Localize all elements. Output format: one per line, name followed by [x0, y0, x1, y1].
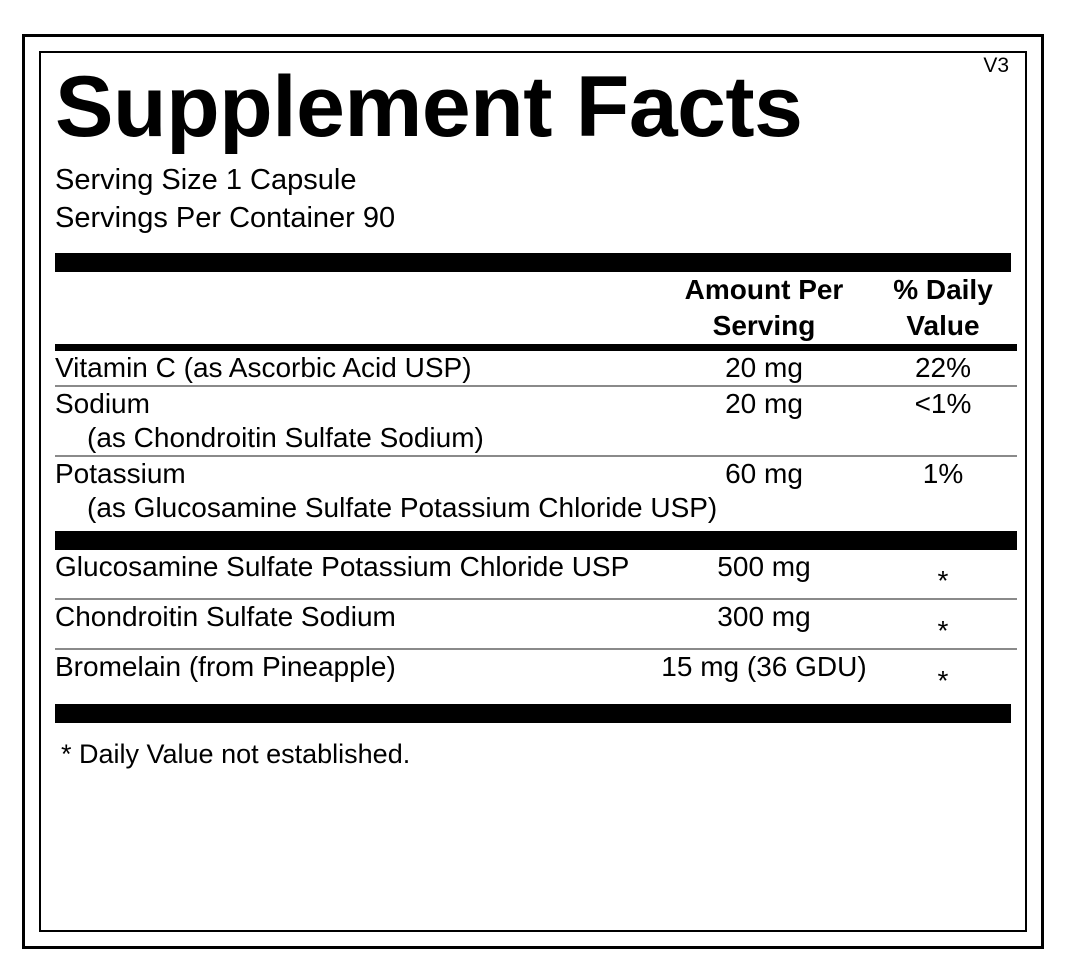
nutrient-daily-value: <1% — [914, 388, 972, 419]
divider-cell — [55, 525, 1017, 550]
servings-per-container: Servings Per Container 90 — [55, 202, 396, 234]
nutrient-daily-value: 1% — [922, 458, 964, 489]
nutrient-source-text: (as Glucosamine Sulfate Potassium Chloride USP) — [87, 492, 718, 523]
supplement-facts-panel — [39, 51, 1027, 932]
nutrient-name — [55, 351, 659, 385]
divider-medium — [55, 344, 1017, 351]
ingredient-amount: 15 mg (36 GDU) — [661, 651, 867, 682]
table-header-row — [55, 272, 1017, 344]
facts-table — [55, 272, 1017, 698]
ingredient-amount: 500 mg — [717, 551, 811, 582]
nutrient-source-text: (as Chondroitin Sulfate Sodium) — [87, 422, 484, 453]
table-row — [55, 650, 1017, 698]
divider-thick-middle — [55, 531, 1017, 550]
page-title: Supplement Facts — [55, 59, 803, 155]
serving-size: Serving Size 1 Capsule — [55, 164, 357, 196]
nutrient-amount: 60 mg — [725, 458, 803, 489]
divider-cell — [55, 344, 1017, 351]
table-row — [55, 600, 1017, 648]
ingredient-amount: 300 mg — [717, 601, 811, 632]
divider-thick-bottom — [55, 704, 1011, 723]
ingredient-name: Chondroitin Sulfate Sodium — [55, 601, 396, 632]
serving-info — [55, 161, 1011, 247]
nutrient-name — [55, 387, 659, 455]
header-amount-line1: Amount Per — [684, 274, 844, 305]
header-dv-line1: % Daily — [893, 274, 993, 305]
divider-row-med-1 — [55, 344, 1017, 351]
ingredient-daily-value: * — [937, 565, 949, 596]
table-row — [55, 387, 1017, 455]
header-dv-line2: Value — [906, 310, 980, 341]
nutrient-amount: 20 mg — [725, 352, 803, 383]
header-amount-per-serving — [659, 272, 869, 344]
divider-thick-top — [55, 253, 1011, 272]
nutrient-amount: 20 mg — [725, 388, 803, 419]
ingredient-name: Bromelain (from Pineapple) — [55, 651, 396, 682]
nutrient-name-text: Sodium — [55, 388, 150, 419]
ingredient-daily-value: * — [937, 615, 949, 646]
nutrient-name-text: Potassium — [55, 458, 186, 489]
header-amount-line2: Serving — [712, 310, 816, 341]
nutrient-name — [55, 457, 718, 525]
footnote: * Daily Value not established. — [61, 739, 411, 769]
supplement-facts-panel-outer-border — [22, 34, 1044, 949]
header-blank-cell — [55, 272, 659, 344]
nutrient-name-text: Vitamin C (as Ascorbic Acid USP) — [55, 352, 472, 383]
table-row — [55, 457, 1017, 525]
ingredient-daily-value: * — [937, 665, 949, 696]
ingredient-name: Glucosamine Sulfate Potassium Chloride USP — [55, 551, 630, 582]
table-row — [55, 351, 1017, 385]
version-tag: V3 — [983, 54, 1009, 77]
title-row — [55, 53, 1011, 161]
nutrient-daily-value: 22% — [914, 352, 972, 383]
header-daily-value — [869, 272, 1017, 344]
table-row — [55, 550, 1017, 598]
divider-row-thick-mid — [55, 525, 1017, 550]
